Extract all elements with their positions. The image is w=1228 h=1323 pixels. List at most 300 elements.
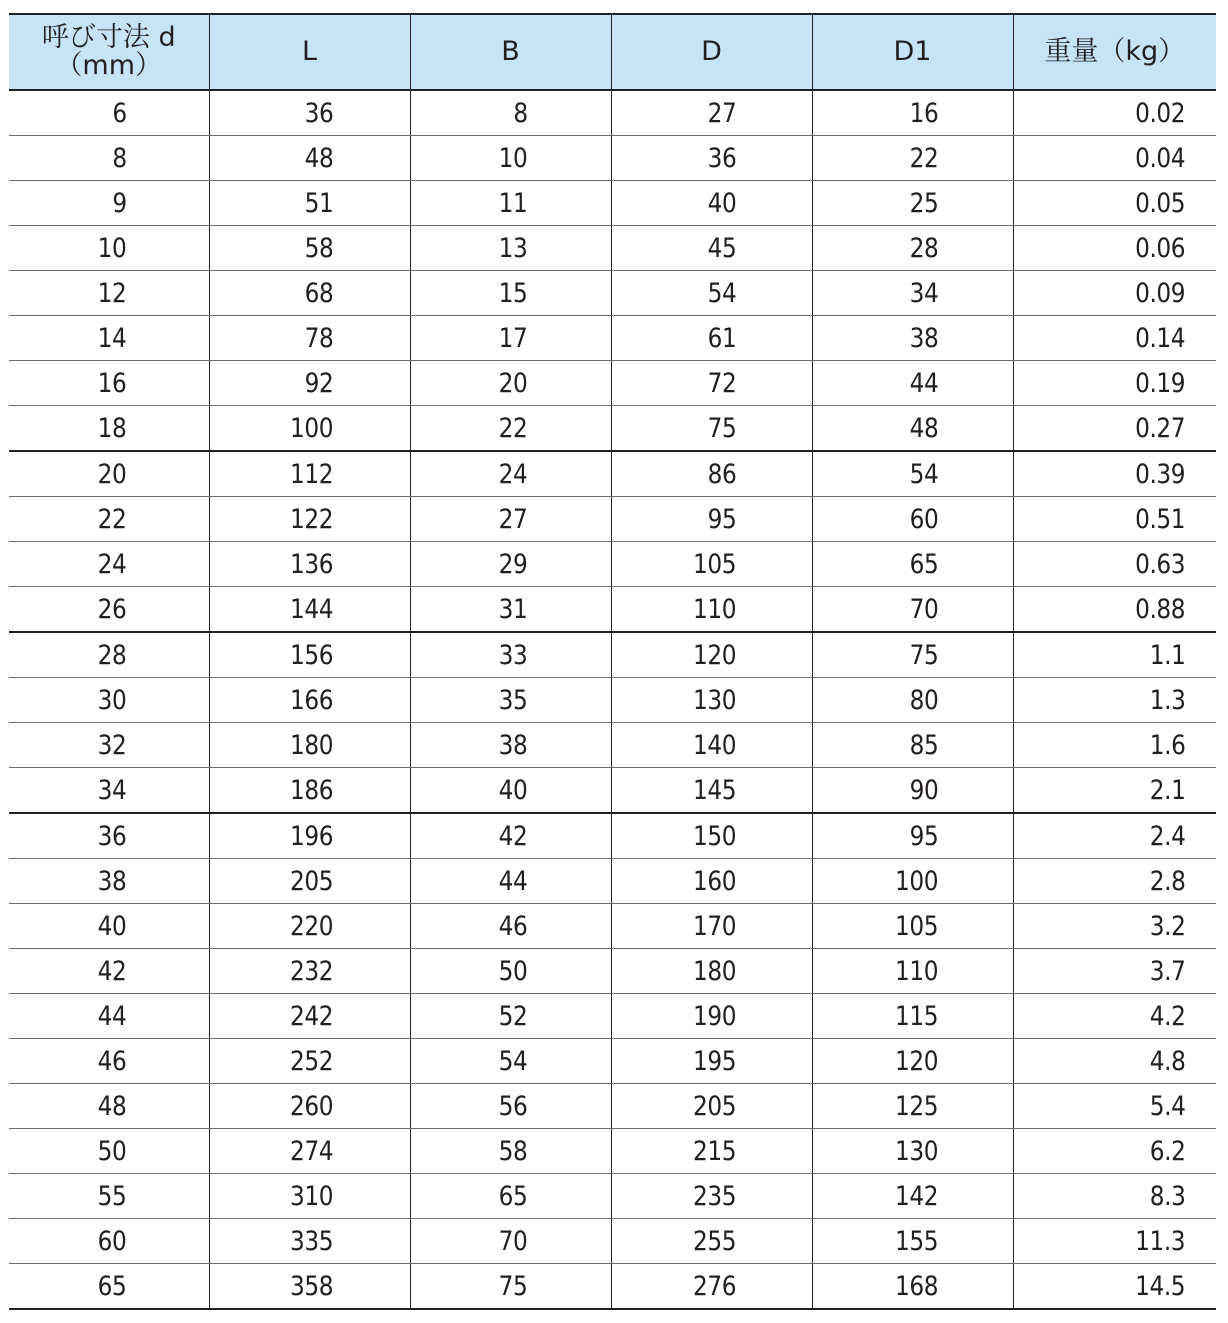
cell-L-value: 92 [304,367,334,399]
cell-B-value: 11 [498,187,528,219]
cell-D [611,361,812,406]
table-row [9,904,1216,949]
cell-D1-value: 120 [895,1045,939,1077]
cell-D-value: 235 [693,1180,737,1212]
cell-D-value: 276 [693,1270,737,1302]
cell-D1 [812,678,1013,723]
cell-weight-value: 1.1 [1149,639,1185,671]
cell-D-value: 61 [707,322,737,354]
cell-nominal-size [9,1129,209,1174]
cell-nominal-size [9,226,209,271]
cell-D-value: 110 [693,593,737,625]
cell-D1-value: 80 [909,684,939,716]
cell-D1-value: 90 [909,774,939,806]
cell-B-value: 58 [498,1135,528,1167]
cell-nominal-size-value: 8 [112,142,127,174]
cell-L-value: 144 [290,593,334,625]
cell-nominal-size [9,1039,209,1084]
cell-weight [1013,1039,1216,1084]
cell-D1-value: 70 [909,593,939,625]
table-row [9,632,1216,678]
cell-D1 [812,1084,1013,1129]
cell-L [209,90,410,136]
cell-D1 [812,813,1013,859]
cell-weight [1013,406,1216,452]
cell-D1-value: 125 [895,1090,939,1122]
cell-B [410,136,611,181]
cell-L [209,361,410,406]
cell-D-value: 40 [707,187,737,219]
cell-B-value: 46 [498,910,528,942]
header-D-label: D [701,36,722,67]
cell-L-value: 156 [290,639,334,671]
cell-B-value: 65 [498,1180,528,1212]
cell-weight-value: 2.8 [1149,865,1185,897]
cell-L [209,723,410,768]
cell-nominal-size-value: 20 [97,458,127,490]
cell-weight [1013,859,1216,904]
cell-L [209,451,410,497]
cell-B [410,451,611,497]
cell-D1 [812,90,1013,136]
cell-weight [1013,90,1216,136]
cell-L-value: 335 [290,1225,334,1257]
cell-D-value: 205 [693,1090,737,1122]
cell-weight [1013,316,1216,361]
cell-weight [1013,361,1216,406]
cell-L [209,316,410,361]
cell-D [611,587,812,633]
cell-L [209,678,410,723]
cell-D-value: 95 [707,503,737,535]
cell-weight-value: 14.5 [1135,1270,1185,1302]
cell-weight [1013,1129,1216,1174]
table-row [9,1129,1216,1174]
cell-B-value: 15 [498,277,528,309]
cell-D1 [812,181,1013,226]
cell-D-value: 215 [693,1135,737,1167]
cell-L-value: 260 [290,1090,334,1122]
cell-D1-value: 44 [909,367,939,399]
cell-D [611,406,812,452]
table-row [9,316,1216,361]
cell-weight [1013,451,1216,497]
cell-B-value: 40 [498,774,528,806]
cell-nominal-size [9,587,209,633]
cell-nominal-size-value: 28 [97,639,127,671]
cell-D-value: 27 [707,97,737,129]
cell-L [209,181,410,226]
cell-weight-value: 0.88 [1135,593,1185,625]
cell-weight-value: 0.19 [1135,367,1185,399]
cell-D-value: 145 [693,774,737,806]
cell-weight [1013,678,1216,723]
dimensions-table [9,13,1216,1310]
cell-weight [1013,181,1216,226]
cell-D [611,994,812,1039]
cell-D [611,1129,812,1174]
table-row [9,361,1216,406]
cell-D1-value: 22 [909,142,939,174]
cell-D1-value: 155 [895,1225,939,1257]
cell-D [611,1084,812,1129]
cell-B [410,1084,611,1129]
cell-B-value: 70 [498,1225,528,1257]
cell-D1-value: 95 [909,820,939,852]
cell-B [410,361,611,406]
table-row [9,678,1216,723]
cell-weight-value: 4.8 [1149,1045,1185,1077]
cell-L-value: 310 [290,1180,334,1212]
cell-B [410,497,611,542]
cell-B [410,1264,611,1310]
cell-D [611,949,812,994]
cell-L [209,994,410,1039]
cell-L-value: 68 [304,277,334,309]
cell-L-value: 274 [290,1135,334,1167]
cell-D1 [812,587,1013,633]
cell-weight [1013,904,1216,949]
cell-D [611,136,812,181]
cell-weight [1013,813,1216,859]
cell-L-value: 136 [290,548,334,580]
cell-weight [1013,1084,1216,1129]
cell-weight-value: 0.06 [1135,232,1185,264]
cell-L [209,813,410,859]
cell-D [611,1219,812,1264]
cell-D-value: 170 [693,910,737,942]
table-row [9,859,1216,904]
table-row [9,1264,1216,1310]
table-row [9,451,1216,497]
cell-D1-value: 34 [909,277,939,309]
header-L-label: L [301,36,318,67]
cell-L [209,271,410,316]
cell-B [410,904,611,949]
header-nominal-size [9,14,209,90]
cell-nominal-size [9,542,209,587]
cell-nominal-size-value: 10 [97,232,127,264]
cell-D-value: 255 [693,1225,737,1257]
header-L [209,14,410,90]
cell-weight-value: 0.39 [1135,458,1185,490]
cell-weight [1013,271,1216,316]
cell-nominal-size [9,1264,209,1310]
cell-nominal-size-value: 48 [97,1090,127,1122]
cell-D1 [812,361,1013,406]
cell-B [410,632,611,678]
cell-D1-value: 54 [909,458,939,490]
cell-L [209,1219,410,1264]
cell-weight-value: 0.09 [1135,277,1185,309]
cell-D1 [812,406,1013,452]
cell-nominal-size [9,949,209,994]
cell-nominal-size [9,90,209,136]
cell-D1-value: 105 [895,910,939,942]
cell-nominal-size-value: 32 [97,729,127,761]
cell-weight-value: 4.2 [1149,1000,1185,1032]
cell-nominal-size [9,904,209,949]
header-nominal-size-unit: （mm） [55,50,163,81]
cell-B-value: 33 [498,639,528,671]
cell-weight-value: 3.2 [1149,910,1185,942]
cell-B [410,542,611,587]
cell-B [410,406,611,452]
cell-D-value: 140 [693,729,737,761]
cell-D [611,813,812,859]
cell-weight [1013,1219,1216,1264]
cell-D1-value: 100 [895,865,939,897]
cell-D [611,181,812,226]
cell-weight [1013,1174,1216,1219]
cell-D [611,1039,812,1084]
header-B-label: B [501,36,520,67]
cell-weight-value: 0.05 [1135,187,1185,219]
cell-B [410,1039,611,1084]
cell-L-value: 112 [290,458,334,490]
cell-nominal-size [9,859,209,904]
cell-nominal-size [9,136,209,181]
cell-nominal-size-value: 34 [97,774,127,806]
cell-weight [1013,723,1216,768]
cell-D1 [812,271,1013,316]
cell-weight [1013,949,1216,994]
cell-D-value: 195 [693,1045,737,1077]
cell-D1-value: 168 [895,1270,939,1302]
cell-D-value: 130 [693,684,737,716]
cell-nominal-size [9,497,209,542]
cell-L [209,1264,410,1310]
cell-B [410,90,611,136]
cell-D1 [812,949,1013,994]
cell-weight-value: 1.3 [1149,684,1185,716]
cell-nominal-size [9,406,209,452]
cell-D [611,271,812,316]
cell-nominal-size-value: 65 [97,1270,127,1302]
cell-nominal-size [9,1174,209,1219]
cell-D1-value: 28 [909,232,939,264]
cell-D1 [812,1264,1013,1310]
cell-B [410,271,611,316]
cell-nominal-size [9,994,209,1039]
cell-L [209,497,410,542]
cell-L-value: 36 [304,97,334,129]
cell-weight-value: 1.6 [1149,729,1185,761]
cell-D [611,632,812,678]
header-D [611,14,812,90]
cell-L [209,768,410,814]
cell-B-value: 50 [498,955,528,987]
cell-D1-value: 16 [909,97,939,129]
cell-D1-value: 48 [909,412,939,444]
cell-D1-value: 142 [895,1180,939,1212]
cell-nominal-size-value: 12 [97,277,127,309]
cell-nominal-size-value: 42 [97,955,127,987]
cell-nominal-size-value: 9 [112,187,127,219]
cell-weight [1013,994,1216,1039]
cell-D1 [812,1039,1013,1084]
cell-D1 [812,542,1013,587]
cell-B-value: 20 [498,367,528,399]
cell-weight-value: 0.63 [1135,548,1185,580]
cell-L-value: 100 [290,412,334,444]
cell-nominal-size-value: 16 [97,367,127,399]
cell-nominal-size-value: 30 [97,684,127,716]
cell-L [209,1129,410,1174]
cell-B-value: 27 [498,503,528,535]
cell-L-value: 252 [290,1045,334,1077]
cell-B [410,1129,611,1174]
cell-D-value: 54 [707,277,737,309]
cell-B [410,1174,611,1219]
table-row [9,813,1216,859]
cell-D1-value: 110 [895,955,939,987]
cell-D1 [812,497,1013,542]
cell-weight [1013,632,1216,678]
cell-D1-value: 65 [909,548,939,580]
cell-B [410,678,611,723]
cell-weight [1013,1264,1216,1310]
cell-weight [1013,497,1216,542]
cell-L [209,1039,410,1084]
cell-B [410,587,611,633]
cell-B-value: 13 [498,232,528,264]
cell-B-value: 44 [498,865,528,897]
cell-B-value: 52 [498,1000,528,1032]
cell-nominal-size [9,181,209,226]
cell-nominal-size-value: 14 [97,322,127,354]
cell-B-value: 10 [498,142,528,174]
cell-L [209,949,410,994]
cell-B-value: 42 [498,820,528,852]
cell-B [410,723,611,768]
header-nominal-size-label: 呼び寸法 d [41,22,176,53]
cell-weight-value: 0.27 [1135,412,1185,444]
cell-L-value: 232 [290,955,334,987]
cell-B-value: 24 [498,458,528,490]
cell-L-value: 358 [290,1270,334,1302]
cell-D-value: 150 [693,820,737,852]
table-row [9,271,1216,316]
cell-L-value: 186 [290,774,334,806]
cell-D [611,451,812,497]
cell-D1 [812,136,1013,181]
cell-L-value: 166 [290,684,334,716]
cell-D1-value: 38 [909,322,939,354]
cell-L [209,406,410,452]
cell-weight-value: 0.51 [1135,503,1185,535]
cell-L [209,136,410,181]
cell-D1 [812,994,1013,1039]
cell-D1 [812,768,1013,814]
cell-nominal-size-value: 22 [97,503,127,535]
cell-B-value: 8 [513,97,528,129]
header-D1 [812,14,1013,90]
table-row [9,949,1216,994]
cell-weight-value: 5.4 [1149,1090,1185,1122]
cell-D [611,859,812,904]
table-row [9,497,1216,542]
cell-L [209,587,410,633]
cell-D [611,1174,812,1219]
cell-D-value: 105 [693,548,737,580]
cell-L-value: 180 [290,729,334,761]
table-row [9,181,1216,226]
cell-nominal-size [9,1084,209,1129]
table-row [9,1174,1216,1219]
cell-B [410,768,611,814]
cell-D1 [812,226,1013,271]
cell-B [410,226,611,271]
cell-weight-value: 0.02 [1135,97,1185,129]
table-row [9,1039,1216,1084]
table-row [9,1219,1216,1264]
cell-D [611,226,812,271]
cell-nominal-size [9,451,209,497]
header-row [9,14,1216,90]
cell-nominal-size-value: 36 [97,820,127,852]
cell-D1 [812,632,1013,678]
cell-nominal-size-value: 38 [97,865,127,897]
cell-B-value: 22 [498,412,528,444]
cell-nominal-size [9,271,209,316]
cell-D1 [812,904,1013,949]
cell-D1 [812,1129,1013,1174]
cell-nominal-size [9,316,209,361]
cell-D1 [812,451,1013,497]
header-weight-label: 重量（kg） [1044,36,1186,67]
table-row [9,994,1216,1039]
cell-D1 [812,316,1013,361]
table-header [9,14,1216,90]
cell-nominal-size-value: 46 [97,1045,127,1077]
cell-weight [1013,768,1216,814]
cell-L-value: 122 [290,503,334,535]
cell-D-value: 36 [707,142,737,174]
cell-weight-value: 6.2 [1149,1135,1185,1167]
cell-nominal-size [9,361,209,406]
table-row [9,768,1216,814]
table-body [9,90,1216,1309]
cell-B-value: 17 [498,322,528,354]
cell-nominal-size [9,1219,209,1264]
cell-L-value: 205 [290,865,334,897]
cell-nominal-size-value: 18 [97,412,127,444]
cell-D-value: 45 [707,232,737,264]
cell-B [410,181,611,226]
cell-L-value: 58 [304,232,334,264]
cell-D [611,1264,812,1310]
cell-L [209,1174,410,1219]
cell-D1 [812,1174,1013,1219]
cell-nominal-size-value: 50 [97,1135,127,1167]
cell-L [209,1084,410,1129]
table-row [9,90,1216,136]
cell-nominal-size [9,813,209,859]
cell-weight [1013,226,1216,271]
cell-nominal-size-value: 26 [97,593,127,625]
cell-D1 [812,859,1013,904]
cell-weight-value: 2.4 [1149,820,1185,852]
cell-D-value: 120 [693,639,737,671]
cell-weight-value: 11.3 [1135,1225,1185,1257]
cell-L [209,542,410,587]
cell-D [611,768,812,814]
cell-L [209,226,410,271]
cell-B-value: 75 [498,1270,528,1302]
cell-D1-value: 115 [895,1000,939,1032]
cell-B-value: 56 [498,1090,528,1122]
